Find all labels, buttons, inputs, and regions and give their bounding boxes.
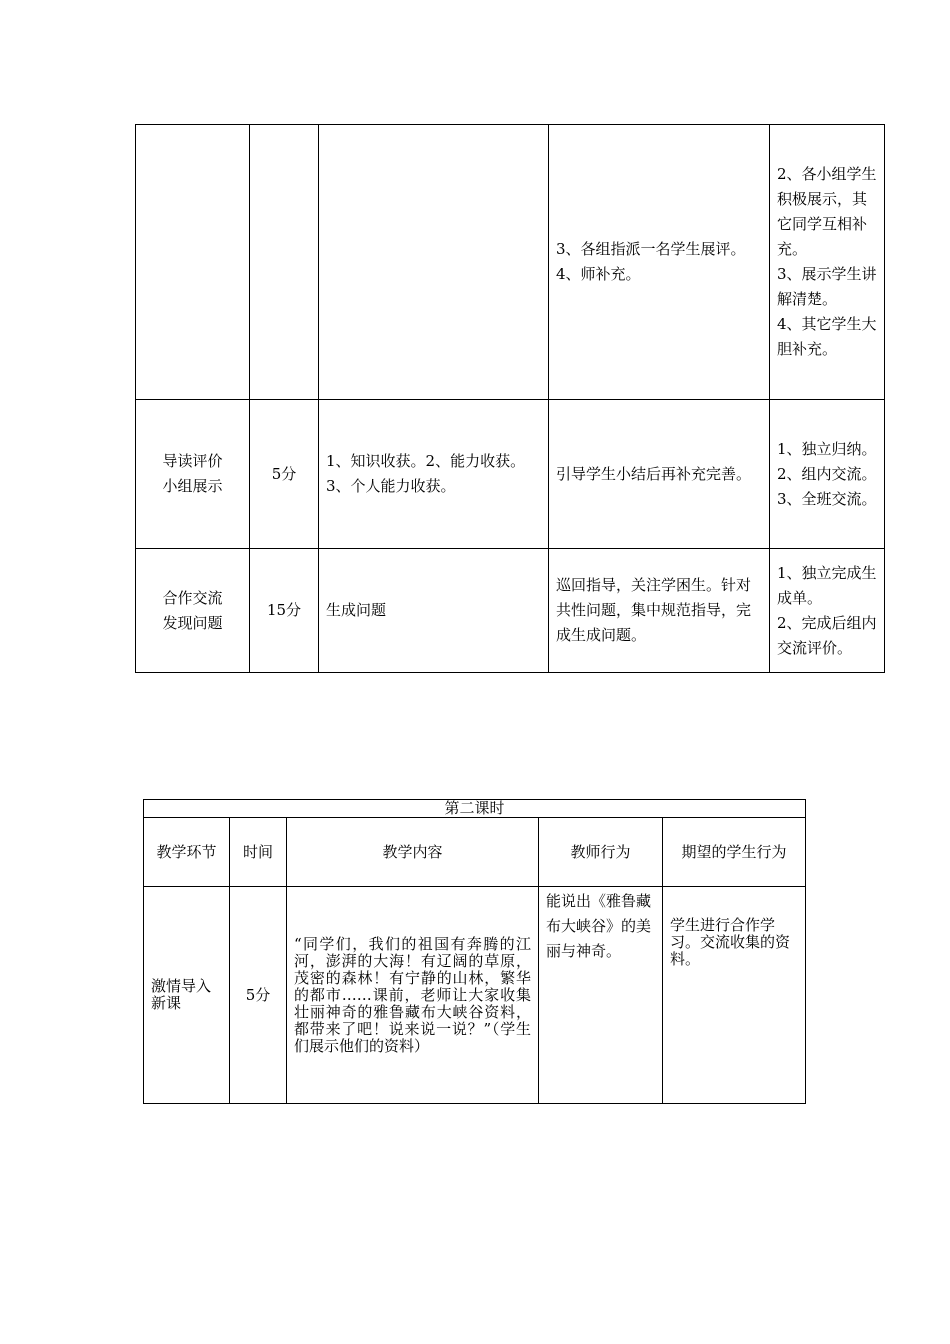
lesson-title: 第二课时 bbox=[144, 800, 806, 818]
content-cell bbox=[319, 125, 549, 400]
time-cell bbox=[250, 125, 319, 400]
student-cell: 学生进行合作学习。交流收集的资料。 bbox=[663, 887, 806, 1104]
teacher-cell: 3、各组指派一名学生展评。 4、师补充。 bbox=[549, 125, 770, 400]
teacher-cell: 引导学生小结后再补充完善。 bbox=[549, 400, 770, 549]
time-cell: 15分 bbox=[250, 549, 319, 673]
header-time: 时间 bbox=[230, 818, 287, 887]
content-cell: 1、知识收获。2、能力收获。3、个人能力收获。 bbox=[319, 400, 549, 549]
table-row bbox=[144, 887, 806, 1104]
content-cell: “同学们，我们的祖国有奔腾的江河，澎湃的大海！有辽阔的草原，茂密的森林！有宁静的山林，繁华的都市……课前，老师让大家收集壮丽神奇的雅鲁藏布大峡谷资料，都带来了吧！说来说一说？”（学生们展示他们的资料） bbox=[287, 887, 539, 1104]
teacher-cell: 能说出《雅鲁藏布大峡谷》的美丽与神奇。 bbox=[539, 887, 663, 1104]
table-row bbox=[136, 125, 885, 400]
header-student: 期望的学生行为 bbox=[663, 818, 806, 887]
lesson-table-continued bbox=[135, 124, 885, 673]
stage-cell: 合作交流 发现问题 bbox=[136, 549, 250, 673]
header-teacher: 教师行为 bbox=[539, 818, 663, 887]
table-title-row bbox=[144, 800, 806, 818]
stage-cell: 导读评价 小组展示 bbox=[136, 400, 250, 549]
student-cell: 1、独立归纳。 2、组内交流。 3、全班交流。 bbox=[770, 400, 885, 549]
stage-cell bbox=[136, 125, 250, 400]
header-content: 教学内容 bbox=[287, 818, 539, 887]
student-cell: 1、独立完成生成单。 2、完成后组内交流评价。 bbox=[770, 549, 885, 673]
student-cell: 2、各小组学生积极展示，其它同学互相补充。 3、展示学生讲解清楚。 4、其它学生大胆补充。 bbox=[770, 125, 885, 400]
second-lesson-table bbox=[143, 799, 806, 1104]
table-row bbox=[136, 400, 885, 549]
table-header-row bbox=[144, 818, 806, 887]
content-cell: 生成问题 bbox=[319, 549, 549, 673]
time-cell: 5分 bbox=[230, 887, 287, 1104]
header-stage: 教学环节 bbox=[144, 818, 230, 887]
stage-cell: 激情导入新课 bbox=[144, 887, 230, 1104]
table-row bbox=[136, 549, 885, 673]
time-cell: 5分 bbox=[250, 400, 319, 549]
teacher-cell: 巡回指导，关注学困生。针对共性问题，集中规范指导，完成生成问题。 bbox=[549, 549, 770, 673]
